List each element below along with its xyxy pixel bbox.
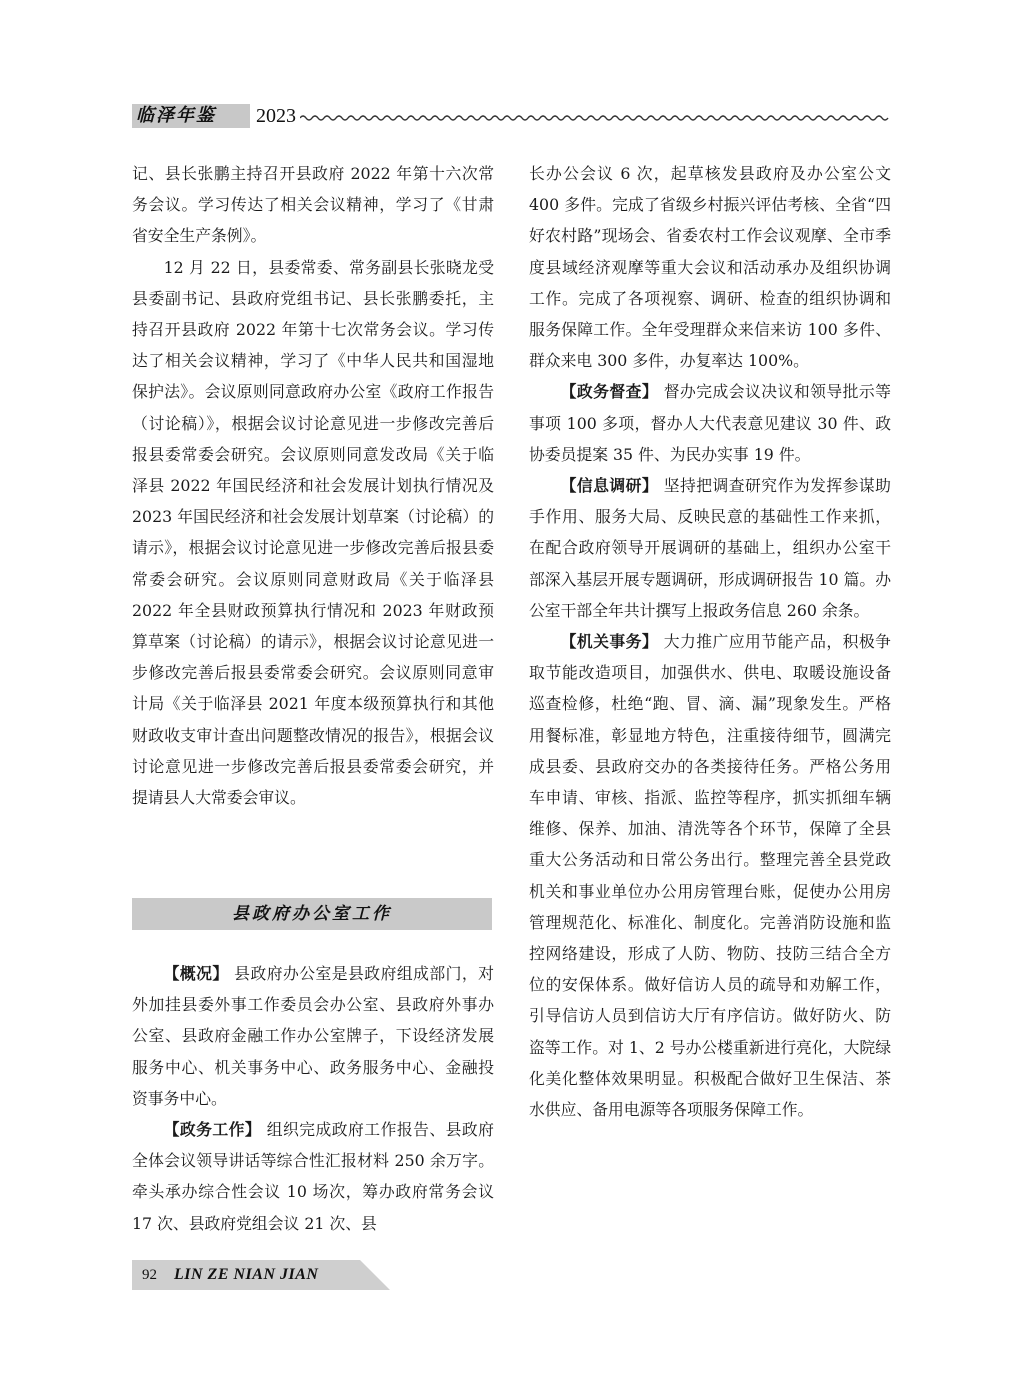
left-column: [132, 158, 494, 813]
footer-title: LIN ZE NIAN JIAN: [174, 1266, 319, 1283]
section-heading: 县政府办公室工作: [132, 898, 492, 930]
paragraph: 长办公会议 6 次，起草核发县政府及办公室公文 400 多件。完成了省级乡村振兴评估考核、全省“四好农村路”现场会、省委农村工作会议观摩、全市季度县域经济观摩等重大会议和活动承办及组织协调工作。完成了各项视察、调研、检查的组织协调和服务保障工作。全年受理群众来信来访 100 多件、群众来电 300 多件，办复率达 100%。: [529, 164, 891, 371]
supervision-label: 【政务督查】: [560, 382, 659, 402]
overview-label: 【概况】: [163, 964, 229, 983]
government-work-label: 【政务工作】: [163, 1120, 262, 1140]
overview-text: 县政府办公室是县政府组成部门，对外加挂县委外事工作委员会办公室、县政府外事办公室、县政府金融工作办公室牌子，下设经济发展服务中心、机关事务中心、政务服务中心、金融投资事务中心。: [132, 964, 494, 1108]
paragraph-research: [529, 470, 891, 626]
paragraph-government-work: [132, 1114, 494, 1239]
paragraph-affairs: [529, 626, 891, 1125]
affairs-label: 【机关事务】: [560, 632, 659, 652]
supervision-text: 督办完成会议决议和领导批示等事项 100 多项，督办人大代表意见建议 30 件、政协委员提案 35 件、为民办实事 19 件。: [529, 382, 891, 464]
paragraph-supervision: [529, 376, 891, 470]
yearbook-title: 临泽年鉴: [132, 104, 250, 128]
running-footer: [132, 1260, 392, 1290]
yearbook-year: 2023: [256, 105, 296, 127]
affairs-text: 大力推广应用节能产品，积极争取节能改造项目，加强供水、供电、取暖设施设备巡查检修，杜绝“跑、冒、滴、漏”现象发生。严格用餐标准，彰显地方特色，注重接待细节，圆满完成县委、县政府交办的各类接待任务。严格公务用车申请、审核、指派、监控等程序，抓实抓细车辆维修、保养、加油、清洗等各个环节，保障了全县重大公务活动和日常公务出行。整理完善全县党政机关和事业单位办公用房管理台账，促使办公用房管理规范化、标准化、制度化。完善消防设施和监控网络建设，形成了人防、物防、技防三结合全方位的安保体系。做好信访人员的疏导和劝解工作，引导信访人员到信访大厅有序信访。做好防火、防盗等工作。对 1、2 号办公楼重新进行亮化，大院绿化美化整体效果明显。积极配合做好卫生保洁、茶水供应、备用电源等各项服务保障工作。: [529, 632, 891, 1120]
paragraph: 记、县长张鹏主持召开县政府 2022 年第十六次常务会议。学习传达了相关会议精神，学习了《甘肃省安全生产条例》。: [132, 164, 494, 246]
page-number: 92: [142, 1267, 157, 1283]
wavy-rule: [300, 114, 892, 122]
research-label: 【信息调研】: [560, 476, 659, 496]
running-header: [132, 104, 890, 130]
research-text: 坚持把调查研究作为发挥参谋助手作用、服务大局、反映民意的基础性工作来抓，在配合政府领导开展调研的基础上，组织办公室干部深入基层开展专题调研，形成调研报告 10 篇。办公室干部全年共计撰写上报政务信息 260 余条。: [529, 476, 891, 620]
left-column-lower: [132, 958, 494, 1239]
paragraph: 12 月 22 日，县委常委、常务副县长张晓龙受县委副书记、县政府党组书记、县长张鹏委托，主持召开县政府 2022 年第十七次常务会议。学习传达了相关会议精神，学习了《中华人民共和国湿地保护法》。会议原则同意政府办公室《政府工作报告（讨论稿）》，根据会议讨论意见进一步修改完善后报县委常委会研究。会议原则同意发改局《关于临泽县 2022 年国民经济和社会发展计划执行情况及 2023 年国民经济和社会发展计划草案（讨论稿）的请示》，根据会议讨论意见进一步修改完善后报县委常委会研究。会议原则同意财政局《关于临泽县 2022 年全县财政预算执行情况和 2023 年财政预算草案（讨论稿）的请示》，根据会议讨论意见进一步修改完善后报县委常委会研究。会议原则同意审计局《关于临泽县 2021 年度本级预算执行和其他财政收支审计查出问题整改情况的报告》，根据会议讨论意见进一步修改完善后报县委常委会研究，并提请县人大常委会审议。: [132, 257, 494, 808]
paragraph-overview: [132, 958, 494, 1114]
right-column: [529, 158, 891, 1125]
government-work-text: 组织完成政府工作报告、县政府全体会议领导讲话等综合性汇报材料 250 余万字。牵头承办综合性会议 10 场次，筹办政府常务会议 17 次、县政府党组会议 21 次、县: [132, 1120, 494, 1233]
